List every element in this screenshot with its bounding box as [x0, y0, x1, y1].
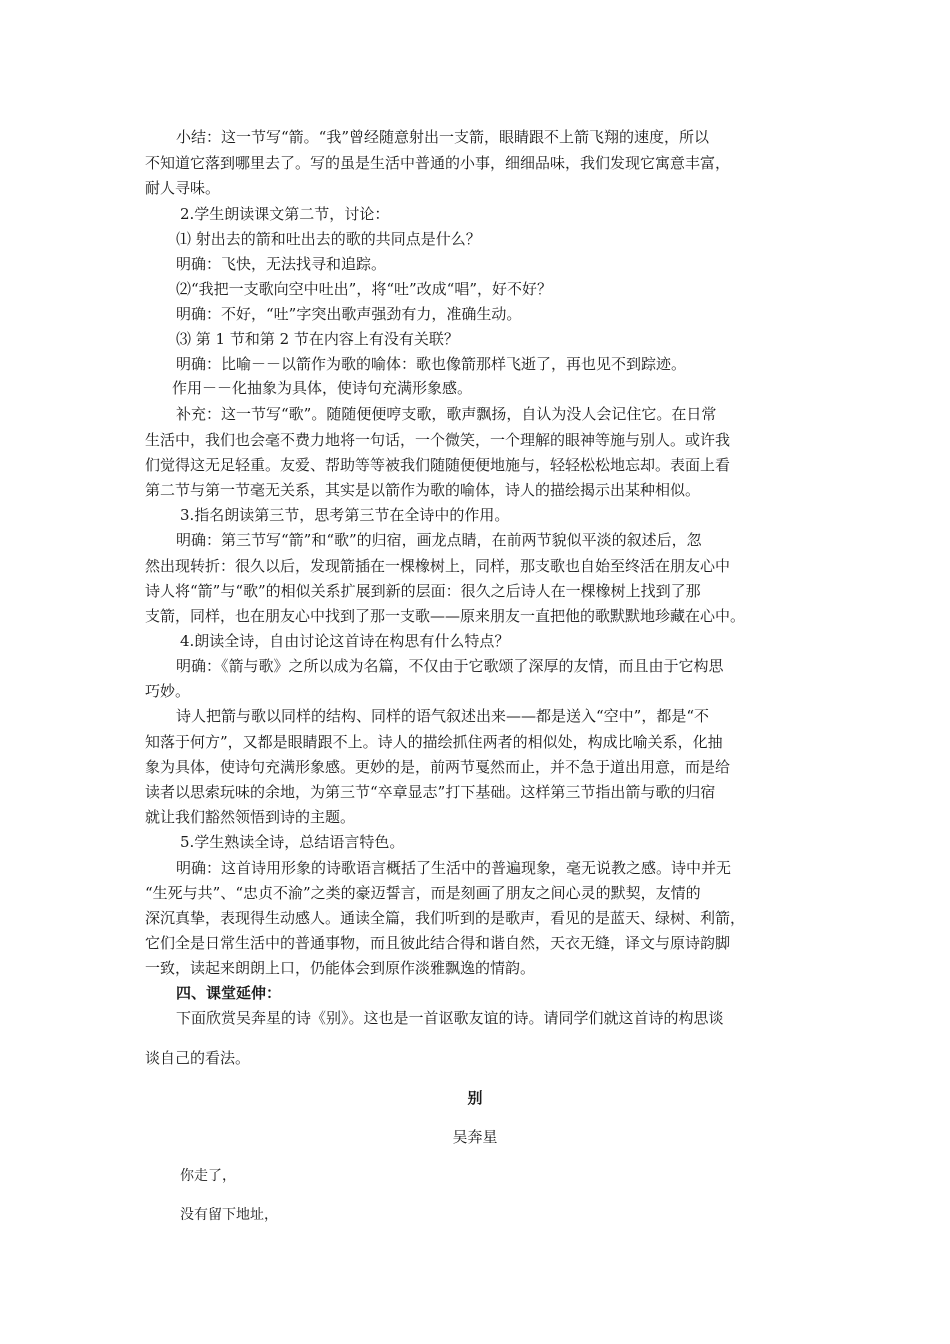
poem-title: 别: [467, 1089, 483, 1107]
paragraph-line: 不知道它落到哪里去了。写的虽是生活中普通的小事，细细品味，我们发现它寓意丰富，: [145, 154, 731, 172]
paragraph-line: 谈自己的看法。: [145, 1049, 251, 1067]
paragraph-line: 5.学生熟读全诗，总结语言特色。: [180, 833, 405, 851]
paragraph-line: 4.朗读全诗，自由讨论这首诗在构思有什么特点？: [180, 632, 510, 650]
paragraph-line: 明确：第三节写“箭”和“歌”的归宿，画龙点睛，在前两节貌似平淡的叙述后，忽: [176, 531, 702, 549]
paragraph-line: ⑵“我把一支歌向空中吐出”，将“吐”改成“唱”，好不好？: [176, 280, 553, 298]
paragraph-line: “生死与共”、“忠贞不渝”之类的豪迈誓言，而是刻画了朋友之间心灵的默契，友情的: [145, 884, 701, 902]
paragraph-line: 生活中，我们也会毫不费力地将一句话，一个微笑，一个理解的眼神等施与别人。或许我: [145, 431, 731, 449]
paragraph-line: 下面欣赏吴奔星的诗《别》。这也是一首讴歌友谊的诗。请同学们就这首诗的构思谈: [176, 1009, 724, 1027]
paragraph-line: 明确：比喻－－以箭作为歌的喻体：歌也像箭那样飞逝了，再也见不到踪迹。: [176, 355, 687, 373]
paragraph-line: 3.指名朗读第三节，思考第三节在全诗中的作用。: [180, 506, 510, 524]
paragraph-line: 象为具体，使诗句充满形象感。更妙的是，前两节戛然而止，并不急于道出用意，而是给: [145, 758, 731, 776]
paragraph-line: 明确：《箭与歌》之所以成为名篇，不仅由于它歌颂了深厚的友情，而且由于它构思: [176, 657, 724, 675]
paragraph-line: 知落于何方”，又都是眼睛跟不上。诗人的描绘抓住两者的相似处，构成比喻关系，化抽: [145, 733, 723, 751]
paragraph-line: 它们全是日常生活中的普通事物，而且彼此结合得和谐自然，天衣无缝，译文与原诗韵脚: [145, 934, 731, 952]
paragraph-line: 耐人寻味。: [145, 179, 221, 197]
paragraph-line: 2.学生朗读课文第二节，讨论：: [180, 205, 390, 223]
paragraph-line: 支箭，同样，也在朋友心中找到了那一支歌——原来朋友一直把他的歌默默地珍藏在心中。: [145, 607, 746, 625]
poem-line: 没有留下地址，: [180, 1207, 278, 1223]
paragraph-line: 明确：飞快，无法找寻和追踪。: [176, 255, 387, 273]
paragraph-line: 就让我们豁然领悟到诗的主题。: [145, 808, 356, 826]
section-heading: 四、课堂延伸：: [176, 984, 282, 1002]
paragraph-line: 一致，读起来朗朗上口，仍能体会到原作淡雅飘逸的情韵。: [145, 959, 536, 977]
paragraph-line: 明确：这首诗用形象的诗歌语言概括了生活中的普遍现象，毫无说教之感。诗中并无: [176, 859, 732, 877]
paragraph-line: 深沉真挚，表现得生动感人。通读全篇，我们听到的是歌声，看见的是蓝天、绿树、利箭，: [145, 909, 746, 927]
paragraph-line: 作用－－化抽象为具体，使诗句充满形象感。: [172, 379, 473, 397]
paragraph-line: 巧妙。: [145, 682, 191, 700]
paragraph-line: 明确：不好，“吐”字突出歌声强劲有力，准确生动。: [176, 305, 522, 323]
paragraph-line: 第二节与第一节毫无关系，其实是以箭作为歌的喻体，诗人的描绘揭示出某种相似。: [145, 481, 701, 499]
paragraph-line: 然出现转折：很久以后，发现箭插在一棵橡树上，同样，那支歌也自始至终活在朋友心中: [145, 557, 731, 575]
paragraph-line: 小结：这一节写“箭。“我”曾经随意射出一支箭，眼睛跟不上箭飞翔的速度，所以: [176, 128, 710, 146]
paragraph-line: 读者以思索玩味的余地，为第三节“卒章显志”打下基础。这样第三节指出箭与歌的归宿: [145, 783, 716, 801]
paragraph-line: 诗人将“箭”与“歌”的相似关系扩展到新的层面：很久之后诗人在一棵橡树上找到了那: [145, 582, 701, 600]
paragraph-line: 补充：这一节写“歌”。随随便便哼支歌，歌声飘扬，自认为没人会记住它。在日常: [176, 405, 717, 423]
paragraph-line: 们觉得这无足轻重。友爱、帮助等等被我们随随便便地施与，轻轻松松地忘却。表面上看: [145, 456, 731, 474]
paragraph-line: ⑴ 射出去的箭和吐出去的歌的共同点是什么？: [176, 230, 481, 248]
paragraph-line: 诗人把箭与歌以同样的结构、同样的语气叙述出来——都是送入“空中”，都是“不: [176, 707, 710, 725]
poem-author: 吴奔星: [452, 1128, 498, 1146]
paragraph-line: ⑶ 第 1 节和第 2 节在内容上有没有关联？: [176, 330, 459, 348]
poem-line: 你走了，: [180, 1168, 236, 1184]
